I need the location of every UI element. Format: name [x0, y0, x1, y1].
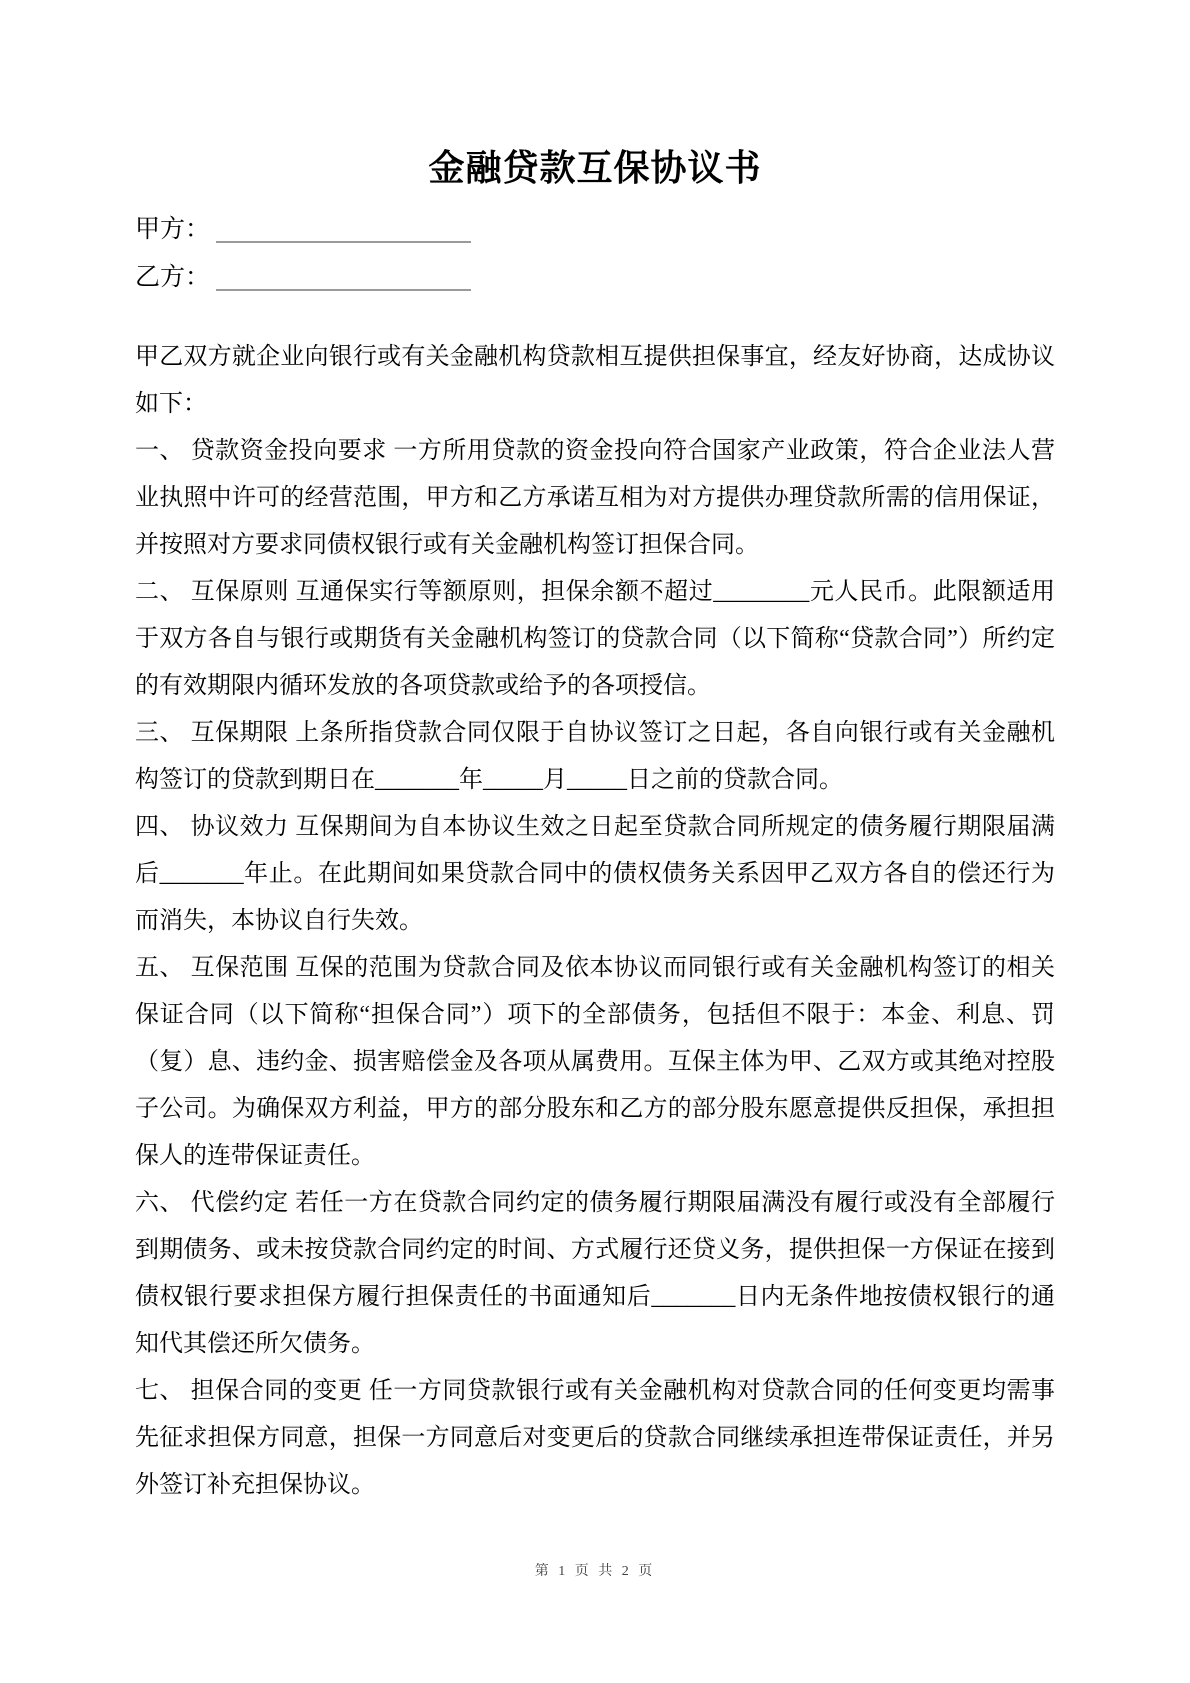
clause-3-guarantee-term: 三、 互保期限 上条所指贷款合同仅限于自协议签订之日起，各自向银行或有关金融机构签订的贷款到期日在_______年_____月_____日之前的贷款合同。 — [135, 720, 1055, 793]
clause-2-guarantee-principle: 二、 互保原则 互通保实行等额原则，担保余额不超过________元人民币。此限额适用于双方各自与银行或期货有关金融机构签订的贷款合同（以下简称“贷款合同”）所约定的有效期限内循环发放的各项贷款或给予的各项授信。 — [135, 579, 1055, 699]
page-number-footer: 第 1 页 共 2 页 — [534, 1564, 656, 1579]
document-body — [135, 334, 1055, 1509]
clause-4-agreement-effect: 四、 协议效力 互保期间为自本协议生效之日起至贷款合同所规定的债务履行期限届满后_______年止。在此期间如果贷款合同中的债权债务关系因甲乙双方各自的偿还行为而消失，本协议自行失效。 — [135, 814, 1055, 934]
clause-6-repayment-agreement: 六、 代偿约定 若任一方在贷款合同约定的债务履行期限届满没有履行或没有全部履行到期债务、或未按贷款合同约定的时间、方式履行还贷义务，提供担保一方保证在接到债权银行要求担保方履行担保责任的书面通知后_______日内无条件地按债权银行的通知代其偿还所欠债务。 — [135, 1190, 1055, 1357]
intro-paragraph: 甲乙双方就企业向银行或有关金融机构贷款相互提供担保事宜，经友好协商，达成协议如下： — [135, 344, 1055, 417]
party-a-blank-line — [216, 241, 471, 243]
clause-1-loan-purpose: 一、 贷款资金投向要求 一方所用贷款的资金投向符合国家产业政策，符合企业法人营业执照中许可的经营范围，甲方和乙方承诺互相为对方提供办理贷款所需的信用保证，并按照对方要求同债权银行或有关金融机构签订担保合同。 — [135, 438, 1055, 558]
party-b-row — [135, 254, 1055, 302]
party-a-label: 甲方： — [135, 216, 211, 243]
clause-5-guarantee-scope: 五、 互保范围 互保的范围为贷款合同及依本协议而同银行或有关金融机构签订的相关保证合同（以下简称“担保合同”）项下的全部债务，包括但不限于：本金、利息、罚（复）息、违约金、损害赔偿金及各项从属费用。互保主体为甲、乙双方或其绝对控股子公司。为确保双方利益，甲方的部分股东和乙方的部分股东愿意提供反担保，承担担保人的连带保证责任。 — [135, 955, 1055, 1169]
clause-7-contract-amendment: 七、 担保合同的变更 任一方同贷款银行或有关金融机构对贷款合同的任何变更均需事先征求担保方同意，担保一方同意后对变更后的贷款合同继续承担连带保证责任，并另外签订补充担保协议。 — [135, 1378, 1055, 1498]
party-b-blank-line — [216, 289, 471, 291]
party-a-row — [135, 206, 1055, 254]
party-b-label: 乙方： — [135, 264, 211, 291]
party-section — [135, 206, 1055, 302]
page-title: 金融贷款互保协议书 — [428, 148, 762, 188]
